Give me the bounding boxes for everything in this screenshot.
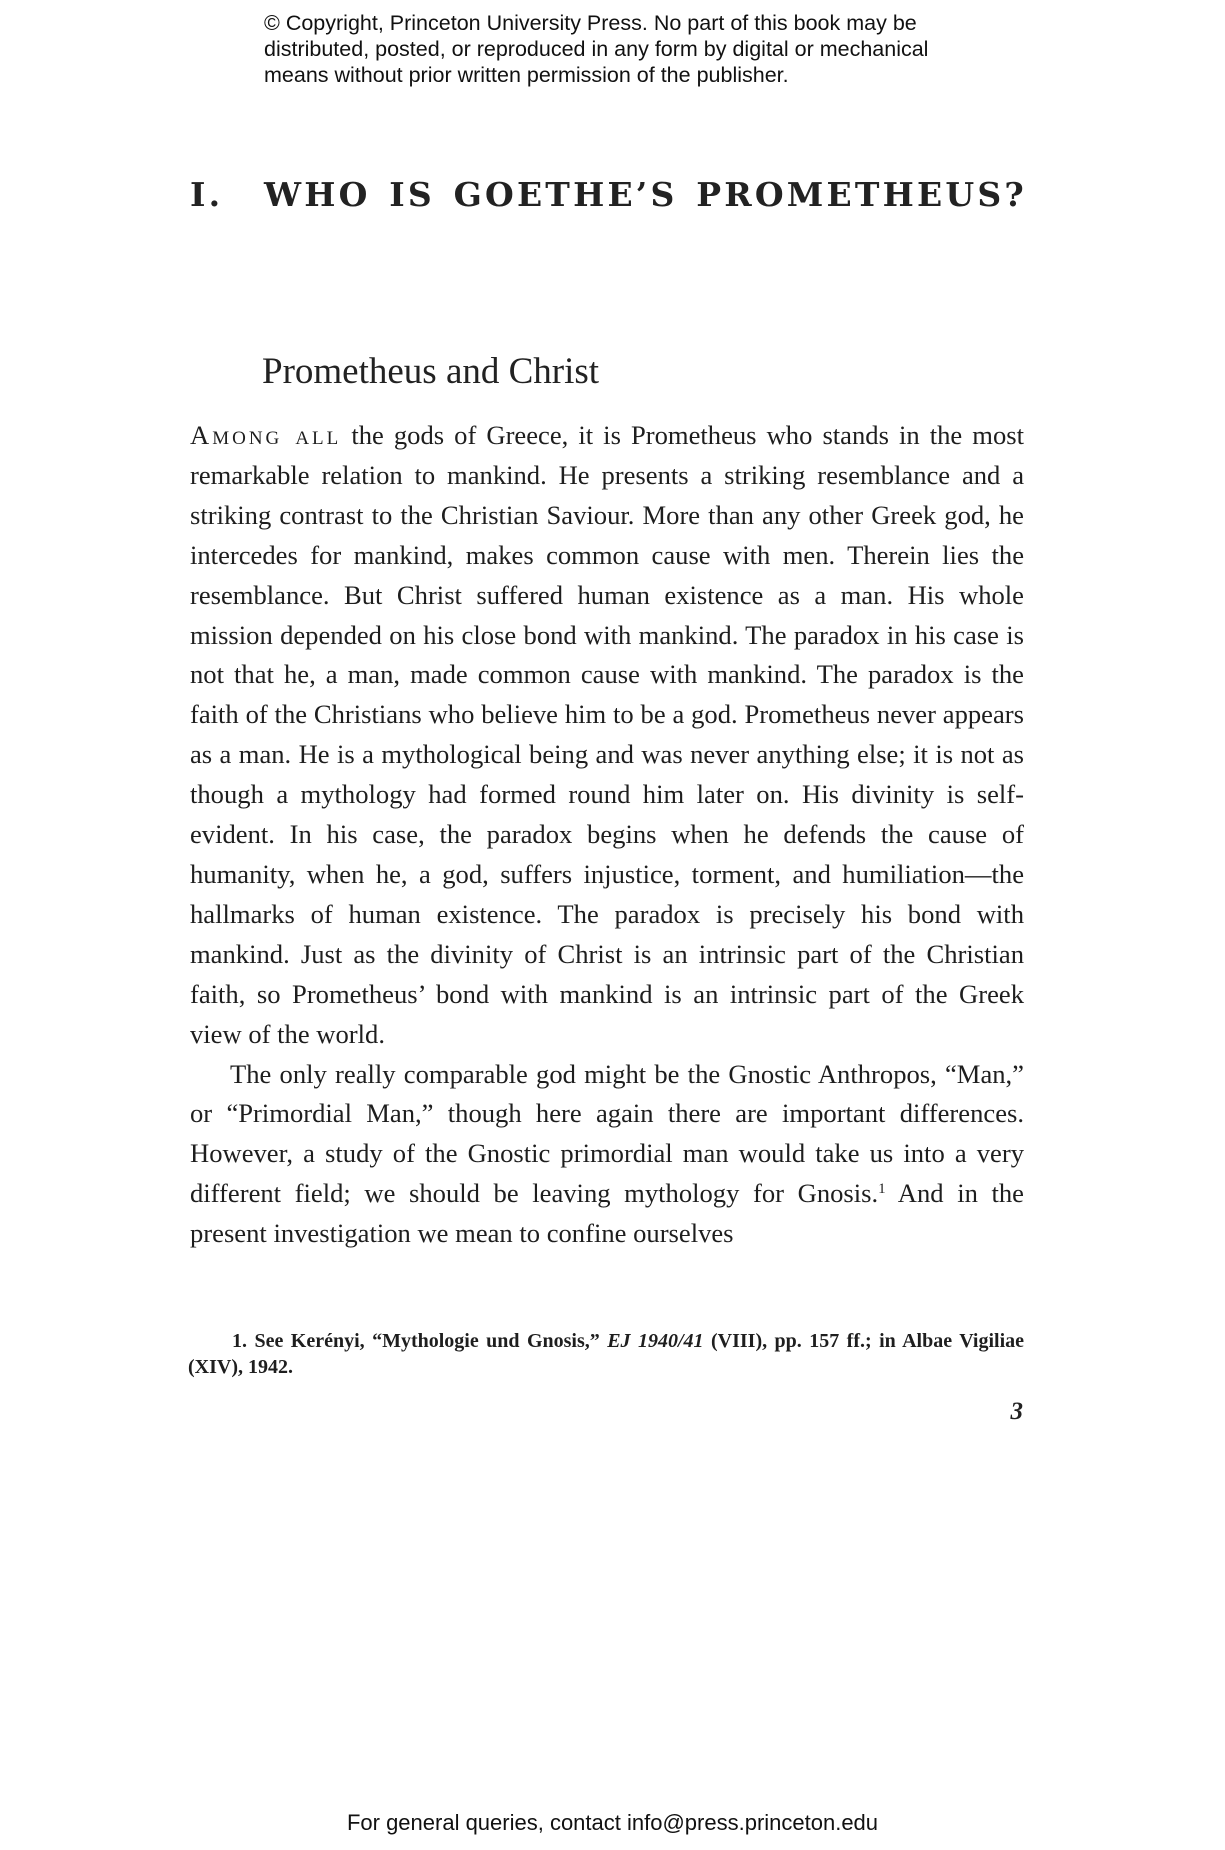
paragraph-2: [190, 1055, 1024, 1255]
footnote: [188, 1328, 1024, 1380]
paragraph-1: [190, 416, 1024, 1055]
chapter-title: [190, 175, 1027, 214]
contact-footer: For general queries, contact info@press.princeton.edu: [346, 1810, 879, 1835]
body-text: [190, 416, 1024, 1254]
copyright-line-3: means without prior written permission of the publisher.: [264, 63, 789, 87]
chapter-title-text: WHO IS GOETHE’S PROMETHEUS?: [264, 175, 1027, 214]
copyright-notice: [264, 10, 964, 88]
copyright-line-2: distributed, posted, or reproduced in any form by digital or mechanical: [264, 37, 929, 61]
footnote-journal: EJ 1940/41: [607, 1330, 704, 1352]
paragraph-1-text: the gods of Greece, it is Prometheus who stands in the most remarkable relation to mankind. He presents a striking resemblance and a striking contrast to the Christian Saviour. More than any other Greek god, he intercedes for mankind, makes common cause with men. Therein lies the resemblance. But Christ suffered human existence as a man. His whole mission depended on his close bond with mankind. The paradox in his case is not that he, a man, made common cause with mankind. The paradox is the faith of the Christians who believe him to be a god. Prometheus never appears as a man. He is a mythological being and was never anything else; it is not as though a mythology had formed round him later on. His divinity is self-evident. In his case, the paradox begins when he defends the cause of humanity, when he, a god, suffers injustice, torment, and humiliation—the hallmarks of human existence. The paradox is precisely his bond with mankind. Just as the divinity of Christ is an intrinsic part of the Christian faith, so Prometheus’ bond with mankind is an intrinsic part of the Greek view of the world.: [190, 420, 1024, 1049]
footnote-text-a: See Kerényi, “Mythologie und Gnosis,”: [247, 1330, 608, 1352]
chapter-number: I.: [190, 175, 224, 214]
section-title: Prometheus and Christ: [262, 351, 600, 392]
paragraph-2-text-a: The only really comparable god might be the Gnostic Anthropos, “Man,” or “Primordial Man,” though here again there are important differences. However, a study of the Gnostic primordial man would take us into a very different field; we should be leaving mythology for Gnosis.: [190, 1058, 1024, 1209]
footnote-reference: 1: [878, 1181, 886, 1198]
footnote-text-b: (VIII), pp. 157 ff.; in Albae Vigiliae (XIV), 1942.: [188, 1330, 1025, 1378]
page-number: 3: [1010, 1398, 1023, 1425]
paragraph-lead-smallcaps: Among all: [190, 420, 342, 450]
paragraph-2-text-b: And in the present investigation we mean to confine ourselves: [190, 1178, 1024, 1249]
footnote-number: 1.: [232, 1330, 247, 1352]
copyright-line-1: © Copyright, Princeton University Press. No part of this book may be: [264, 11, 917, 35]
